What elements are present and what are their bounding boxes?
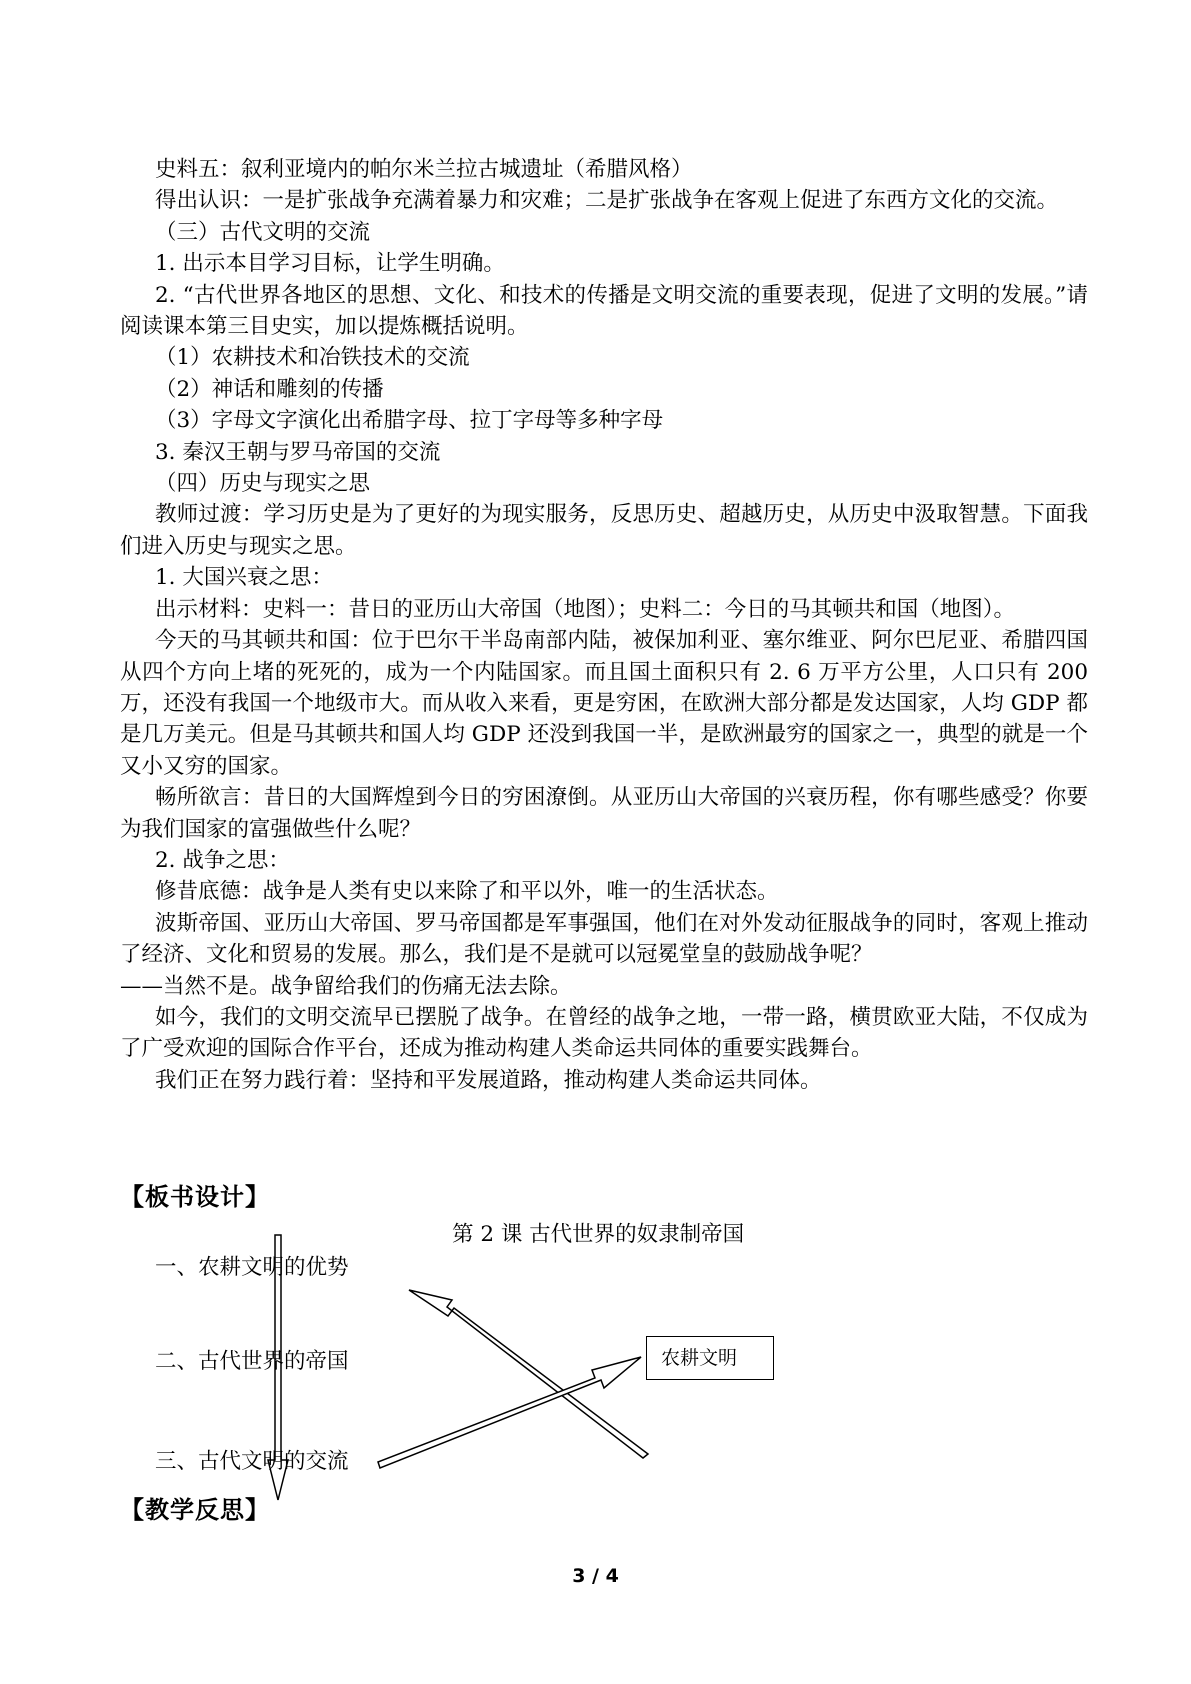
paragraph: （2）神话和雕刻的传播 bbox=[155, 376, 384, 402]
paragraph: 出示材料：史料一：昔日的亚历山大帝国（地图）；史料二：今日的马其顿共和国（地图）。 bbox=[155, 596, 1016, 622]
board-item: 三、古代文明的交流 bbox=[155, 1449, 349, 1474]
board-design-heading: 【板书设计】 bbox=[120, 1183, 270, 1211]
paragraph: 今天的马其顿共和国：位于巴尔干半岛南部内陆，被保加利亚、塞尔维亚、阿尔巴尼亚、希腊四国从四个方向上堵的死死的，成为一个内陆国家。而且国土面积只有 2. 6 万平方公里，人口只有 200 万，还没有我国一个地级市大。而从收入来看，更是穷困，在欧洲大部分都是发达国家，人均 GDP 都是几万美元。但是马其顿共和国人均 GDP 还没到我国一半，是欧洲最穷的国家之一，典型的就是一个又小又穷的国家。 bbox=[120, 628, 1088, 779]
paragraph: 2. “古代世界各地区的思想、文化、和技术的传播是文明交流的重要表现，促进了文明的发展。”请阅读课本第三目史实，加以提炼概括说明。 bbox=[120, 282, 1088, 340]
concept-box: 农耕文明 bbox=[646, 1336, 774, 1380]
paragraph: ——当然不是。战争留给我们的伤痛无法去除。 bbox=[120, 973, 572, 999]
paragraph: 教师过渡：学习历史是为了更好的为现实服务，反思历史、超越历史，从历史中汲取智慧。下面我们进入历史与现实之思。 bbox=[120, 502, 1088, 559]
paragraph: （3）字母文字演化出希腊字母、拉丁字母等多种字母 bbox=[155, 408, 664, 434]
paragraph: 修昔底德：战争是人类有史以来除了和平以外，唯一的生活状态。 bbox=[155, 879, 779, 905]
paragraph: 1. 出示本目学习目标，让学生明确。 bbox=[155, 251, 505, 277]
paragraph: 如今，我们的文明交流早已摆脱了战争。在曾经的战争之地，一带一路，横贯欧亚大陆，不仅成为了广受欢迎的国际合作平台，还成为推动构建人类命运共同体的重要实践舞台。 bbox=[120, 1004, 1088, 1062]
paragraph: 畅所欲言：昔日的大国辉煌到今日的穷困潦倒。从亚历山大帝国的兴衰历程，你有哪些感受？你要为我们国家的富强做些什么呢？ bbox=[120, 785, 1088, 842]
paragraph: 2. 战争之思： bbox=[155, 847, 290, 873]
board-item: 二、古代世界的帝国 bbox=[155, 1349, 349, 1374]
paragraph: 得出认识：一是扩张战争充满着暴力和灾难；二是扩张战争在客观上促进了东西方文化的交流。 bbox=[155, 188, 1059, 214]
board-item: 一、农耕文明的优势 bbox=[155, 1255, 349, 1280]
lesson-title: 第 2 课 古代世界的奴隶制帝国 bbox=[452, 1222, 745, 1247]
paragraph: 1. 大国兴衰之思： bbox=[155, 565, 333, 591]
page-number: 3 / 4 bbox=[572, 1565, 619, 1587]
paragraph: 史料五：叙利亚境内的帕尔米兰拉古城遗址（希腊风格） bbox=[155, 157, 693, 182]
paragraph: 我们正在努力践行着：坚持和平发展道路，推动构建人类命运共同体。 bbox=[155, 1067, 822, 1093]
paragraph: 3. 秦汉王朝与罗马帝国的交流 bbox=[155, 439, 441, 465]
paragraph: （四）历史与现实之思 bbox=[155, 471, 371, 497]
paragraph: 波斯帝国、亚历山大帝国、罗马帝国都是军事强国，他们在对外发动征服战争的同时，客观上推动了经济、文化和贸易的发展。那么，我们是不是就可以冠冕堂皇的鼓励战争呢？ bbox=[120, 910, 1088, 968]
paragraph: （三）古代文明的交流 bbox=[155, 219, 371, 245]
diagonal-arrow-up-right bbox=[378, 1357, 641, 1468]
reflection-heading: 【教学反思】 bbox=[120, 1496, 270, 1524]
paragraph: （1）农耕技术和冶铁技术的交流 bbox=[155, 345, 470, 371]
